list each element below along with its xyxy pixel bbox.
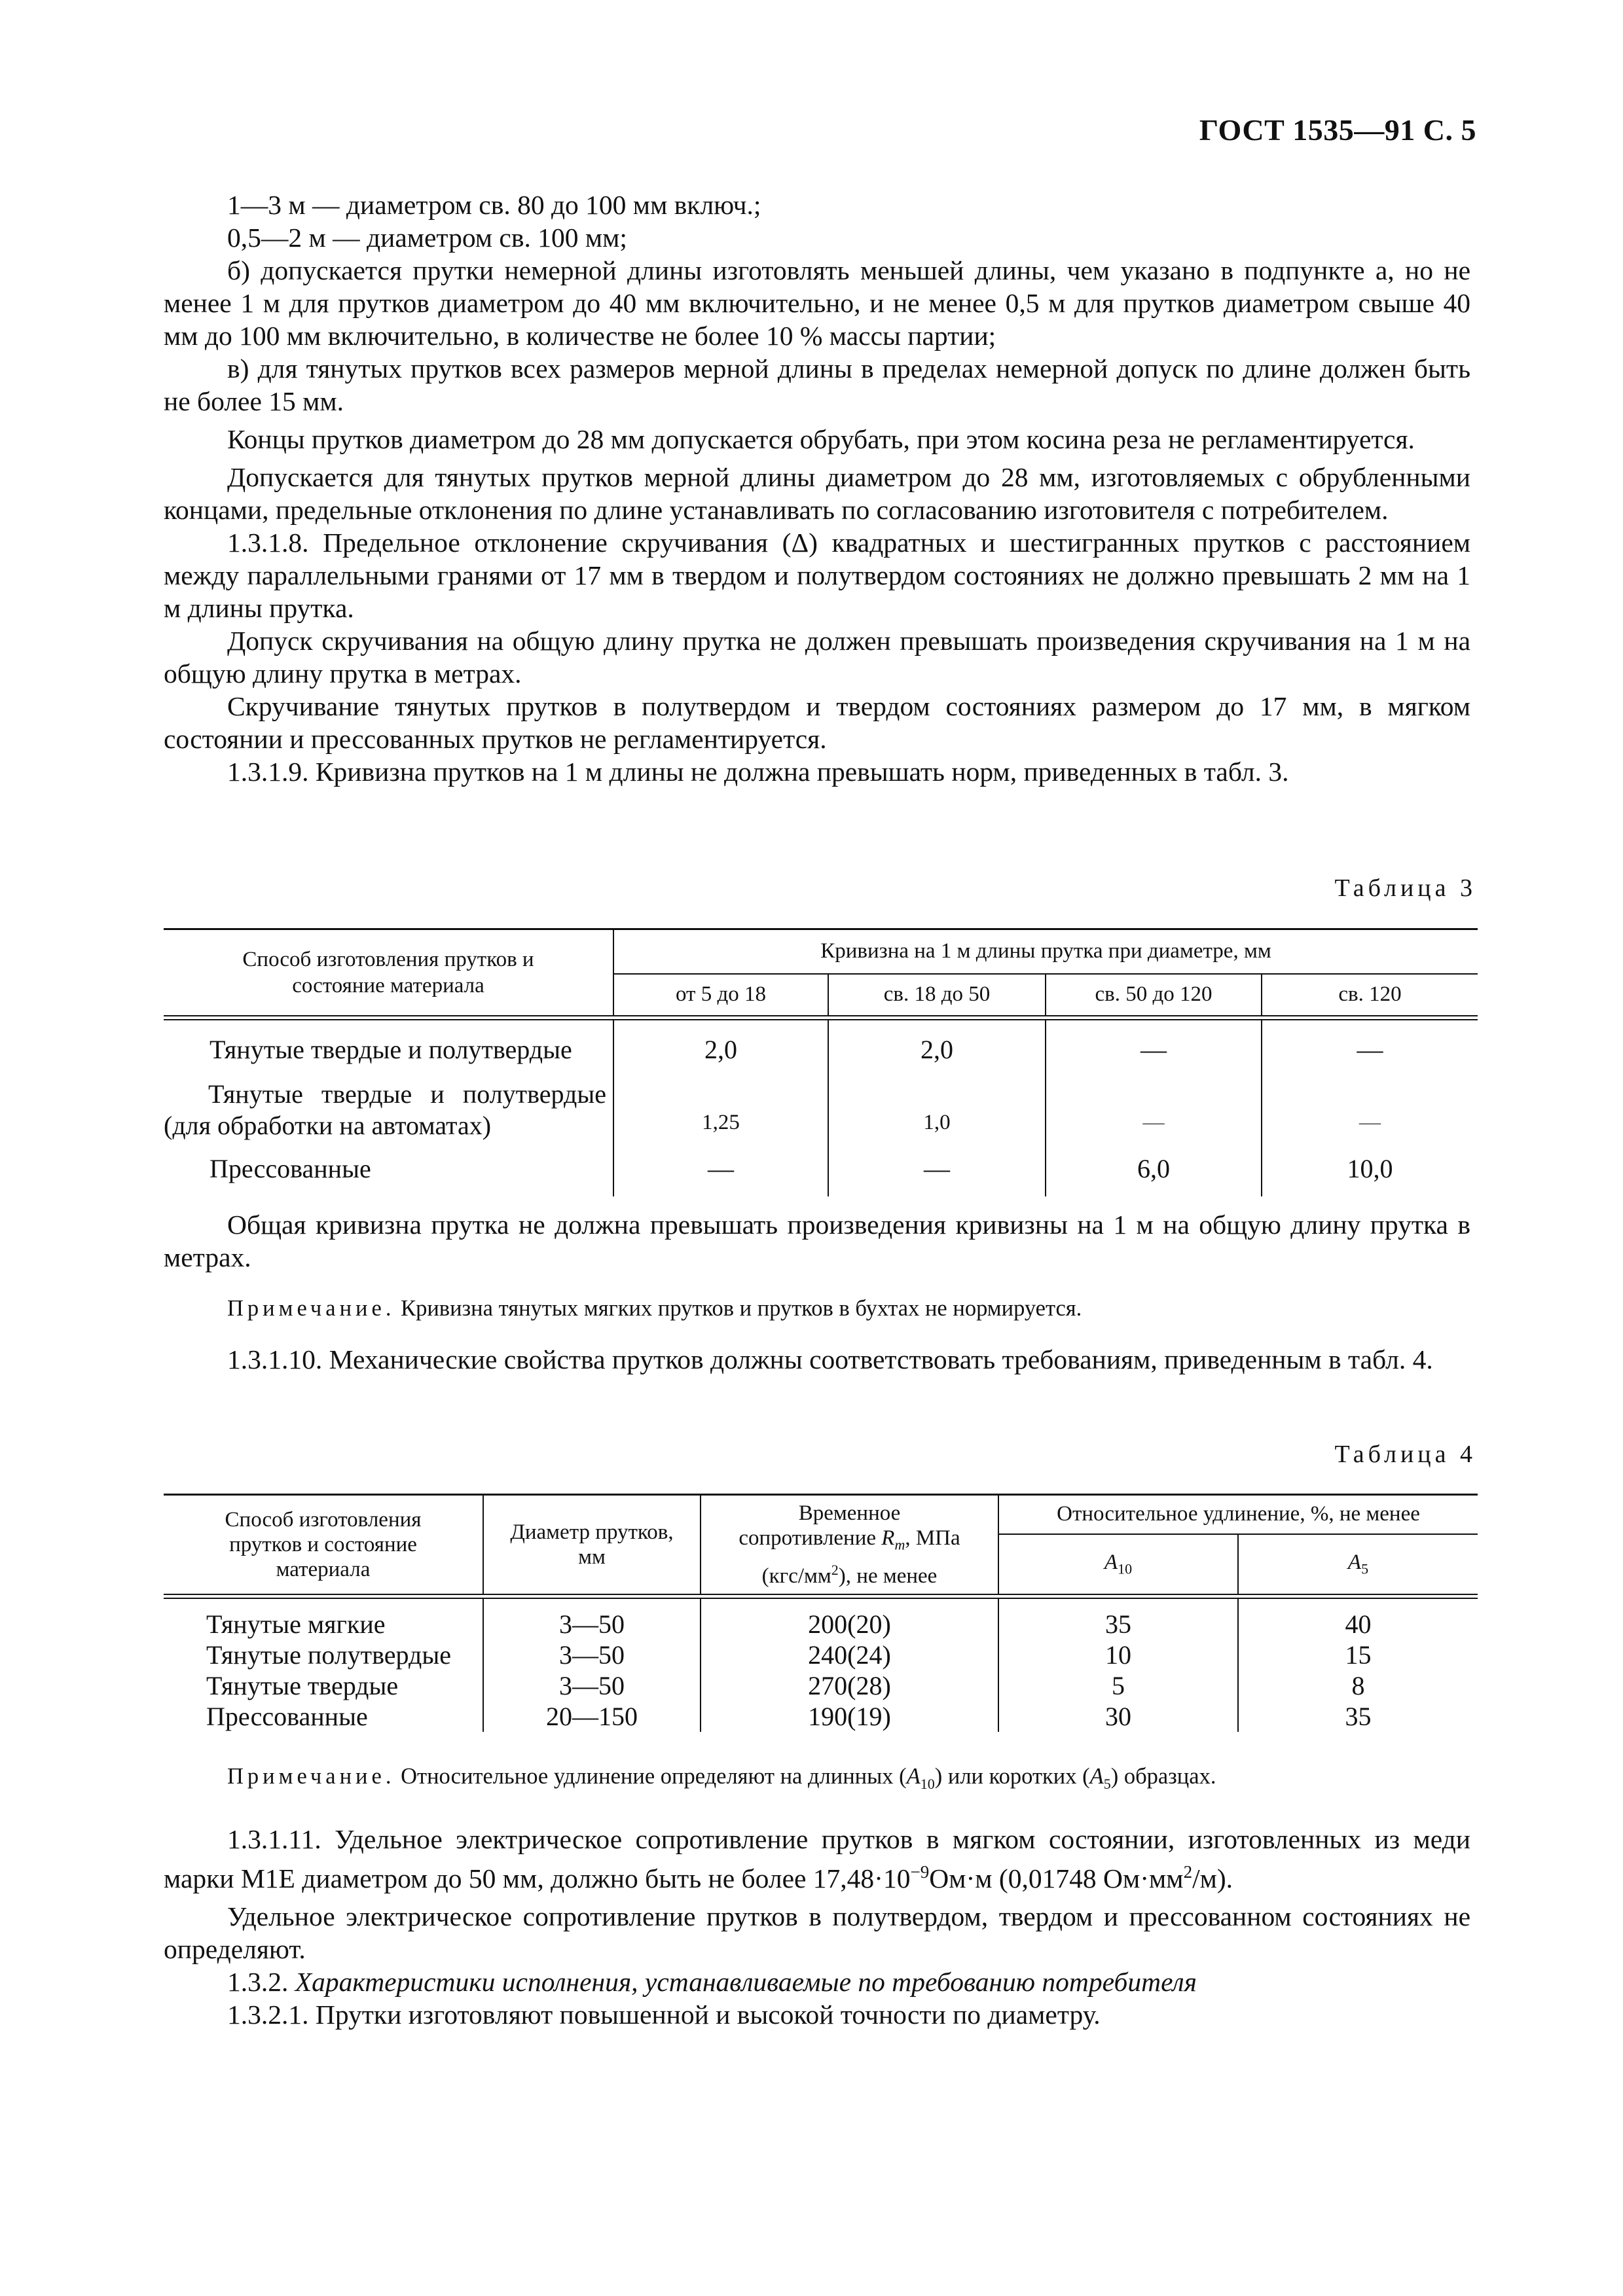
page-header: ГОСТ 1535—91 С. 5 [1199,113,1476,147]
table3-cell: — [1359,1111,1381,1134]
table3 [164,928,1478,1196]
table-row [164,1020,1478,1079]
table-row [164,1701,1478,1732]
a5-symbol: A [1347,1550,1362,1574]
a10-symbol: A [1104,1550,1118,1574]
table4-cell: 190(19) [701,1701,998,1732]
table4-cell: 3—50 [483,1640,701,1670]
table4-cell: 35 [998,1609,1238,1640]
table3-row-name-cont: (для обработки на автоматах) [164,1110,492,1140]
table-row [164,1079,1478,1141]
paragraph-1-3-2 [164,1965,1470,1998]
table3-cell: 1,25 [613,1079,828,1141]
note2-a5-sub: 5 [1103,1775,1111,1792]
table3-cell: — [613,1141,828,1196]
table3-head-group: Кривизна на 1 м длины прутка при диаметре, мм [613,929,1478,974]
table4-caption: Таблица 4 [1334,1441,1476,1468]
section-title: Характеристики исполнения, устанавливаемые по требованию потребителя [295,1966,1197,1997]
table4-head-a5 [1238,1534,1478,1594]
table3-cell: — [1357,1034,1383,1064]
table4-cell: 10 [998,1640,1238,1670]
table4-cell: 40 [1345,1609,1372,1639]
note2-text-mid: ) или коротких ( [934,1764,1090,1789]
note2-text-end: ) образцах. [1110,1764,1216,1789]
table4-cell: 20—150 [483,1701,701,1732]
table4-row-name: Прессованные [164,1701,483,1732]
table-row [164,1609,1478,1640]
note2-a5: A [1089,1764,1104,1789]
table4-row-name: Тянутые твердые [164,1670,483,1701]
table3-col-header: от 5 до 18 [613,974,828,1016]
note2-label: Примечание. [227,1764,395,1789]
paragraph: Концы прутков диаметром до 28 мм допускается обрубать, при этом косина реза не регламентируется. [227,424,1415,454]
table3-row-name: Тянутые твердые и полутвердые [164,1020,613,1079]
head-strength-symbol: R [881,1526,895,1550]
table4-cell: 270(28) [701,1670,998,1701]
table4-head-a10 [998,1534,1238,1594]
para-sup: −9 [910,1862,930,1882]
note2-a10-sub: 10 [920,1775,935,1792]
table4-head-diam: Диаметр прутков, мм [483,1495,701,1594]
table4-head-elong: Относительное удлинение, %, не менее [998,1495,1478,1534]
table-row [164,1640,1478,1670]
paragraph-1-3-1-10: 1.3.1.10. Механические свойства прутков должны соответствовать требованиям, приведенным в табл. 4. [227,1344,1433,1374]
paragraph-after-table3: Общая кривизна прутка не должна превышать произведения кривизны на 1 м на общую длину прутка в метрах. [164,1210,1470,1272]
table3-cell: — [1046,1079,1262,1141]
paragraph: 1.3.2.1. Прутки изготовляют повышенной и высокой точности по диаметру. [227,1999,1101,2030]
table4-head-method: Способ изготовления прутков и состояние материала [164,1495,483,1594]
table3-cell: 1,0 [828,1079,1046,1141]
paragraph: Допуск скручивания на общую длину прутка не должен превышать произведения скручивания на 1 м на общую длину прутка в метрах. [164,626,1470,689]
table3-row-name: Прессованные [164,1141,613,1196]
paragraph: Удельное электрическое сопротивление прутков в полутвердом, твердом и прессованном состояниях не определяют. [164,1901,1470,1964]
table3-row-name: Тянутые твердые и полутвердые [208,1079,606,1109]
table4-cell: 5 [998,1670,1238,1701]
table4-cell: 240(24) [701,1640,998,1670]
paragraph: 1.3.1.8. Предельное отклонение скручивания (Δ) квадратных и шестигранных прутков с расстоянием между параллельными гранями от 17 мм в твердом и полутвердом состояниях не должно превышать 2 мм на 1 м длины прутка. [164,528,1470,623]
a5-sub: 5 [1361,1560,1369,1577]
table4-cell: 15 [1345,1640,1372,1670]
text-block-top [164,188,1470,788]
section-number: 1.3.2. [227,1966,289,1997]
paragraph: Скручивание тянутых прутков в полутвердом и твердом состояниях размером до 17 мм, в мягком состоянии и прессованных прутков не регламентируется. [164,691,1470,754]
table4-cell: 35 [1345,1701,1372,1731]
head-strength-line2: сопротивление [739,1526,877,1550]
table4-cell: 200(20) [701,1609,998,1640]
note2-a10: A [906,1764,921,1789]
table4-cell: 3—50 [483,1609,701,1640]
table3-cell: 10,0 [1347,1154,1393,1183]
paragraph: Допускается для тянутых прутков мерной длины диаметром до 28 мм, изготовляемых с обрубленными концами, предельные отклонения по длине устанавливать по согласованию изготовителя с потребителем. [164,462,1470,525]
paragraph: 1—3 м — диаметром св. 80 до 100 мм включ.; [227,190,761,220]
table3-col-header: св. 120 [1338,982,1402,1006]
table3-cell: 2,0 [613,1020,828,1079]
table3-caption: Таблица 3 [1334,874,1476,902]
table4-cell: 3—50 [483,1670,701,1701]
paragraph: в) для тянутых прутков всех размеров мерной длины в пределах немерной допуск по длине должен быть не более 15 мм. [164,353,1470,416]
para-text: 1.3.1.11. Удельное электрическое сопротивление прутков в мягком состоянии, изготовленных из меди марки М1Е диаметром до 50 мм, должно быть не более 17,48·10 [164,1824,1470,1893]
paragraph: б) допускается прутки немерной длины изготовлять меньшей длины, чем указано в подпункте а, но не менее 1 м для прутков диаметром до 40 мм включительно, и не менее 0,5 м для прутков диаметром свыше 40 мм до 100 мм включительно, в количестве не более 10 % массы партии; [164,255,1470,351]
table3-head-method: Способ изготовления прутков и состояние материала [164,929,613,1016]
head-strength-line3: (кгс/мм [761,1564,831,1588]
para-text-3: /м). [1192,1863,1233,1893]
head-strength-unit: , МПа [905,1526,960,1550]
para-sup-2: 2 [1183,1862,1193,1882]
text-block-bottom [164,1823,1470,2031]
a10-sub: 10 [1118,1560,1133,1577]
table4-row-name: Тянутые полутвердые [164,1640,483,1670]
head-strength-line3-end: ), не менее [838,1564,938,1588]
table4 [164,1494,1478,1732]
table3-cell: — [828,1141,1046,1196]
note2 [164,1762,1473,1799]
note1 [164,1294,1473,1323]
table-row [164,1141,1478,1196]
note2-text: Относительное удлинение определяют на длинных ( [401,1764,907,1789]
table3-col-header: св. 18 до 50 [828,974,1046,1016]
note1-label: Примечание. [227,1296,395,1321]
table4-cell: 30 [998,1701,1238,1732]
paragraph: 1.3.1.9. Кривизна прутков на 1 м длины не должна превышать норм, приведенных в табл. 3. [227,757,1289,787]
table-row [164,1670,1478,1701]
table3-cell: 6,0 [1046,1141,1262,1196]
head-strength-sup: 2 [831,1561,839,1578]
table4-head-strength [701,1495,998,1594]
table3-cell: — [1046,1020,1262,1079]
table4-cell: 8 [1351,1670,1365,1700]
head-strength-sub: m [894,1536,905,1553]
table4-row-name: Тянутые мягкие [164,1609,483,1640]
head-strength-line1: Временное [798,1501,901,1525]
table3-cell: 2,0 [828,1020,1046,1079]
note1-text: Кривизна тянутых мягких прутков и прутков в бухтах не нормируется. [401,1296,1082,1321]
table3-col-header: св. 50 до 120 [1046,974,1262,1016]
paragraph-1-3-1-11 [164,1823,1470,1895]
para-text-2: Ом·м (0,01748 Ом·мм [929,1863,1184,1893]
paragraph: 0,5—2 м — диаметром св. 100 мм; [227,223,627,253]
